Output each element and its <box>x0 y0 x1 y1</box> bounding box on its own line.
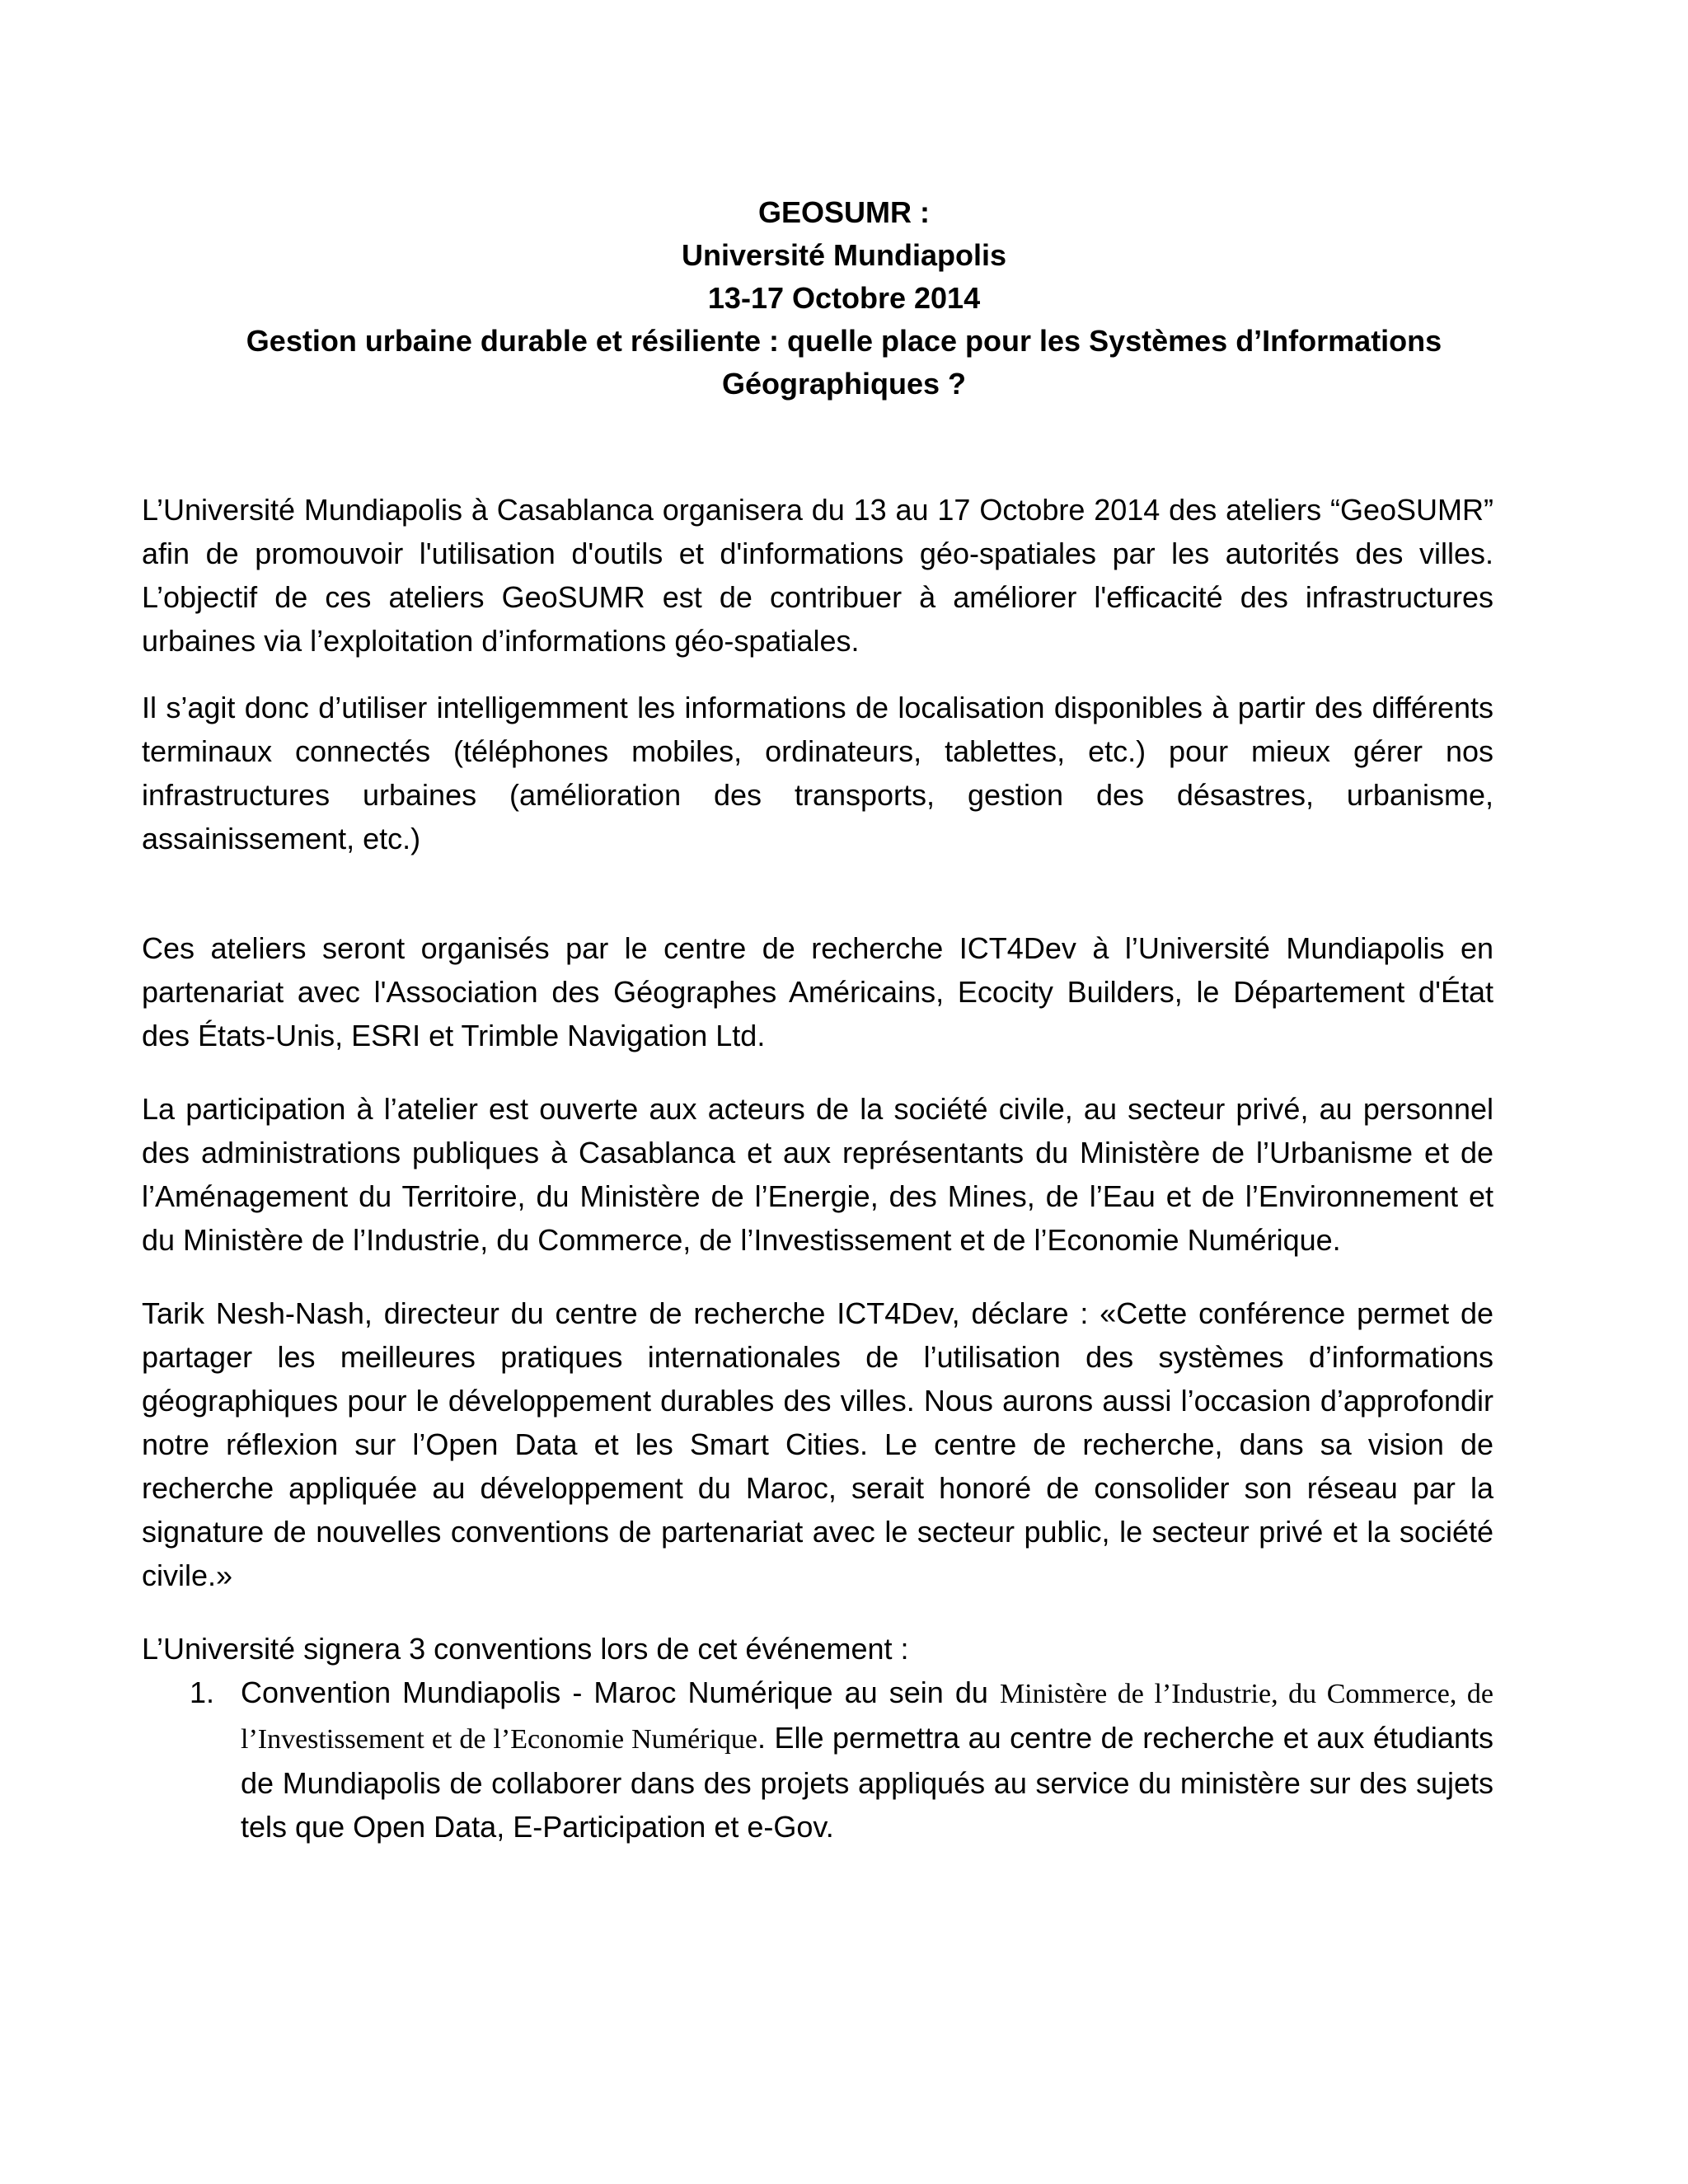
list-item-ministry: Ministère de l’Industrie, du Commerce, de l’Investissement et de l’Economie Numérique <box>241 1679 1494 1755</box>
list-item-number: 1. <box>190 1675 215 1709</box>
document-body <box>142 488 1493 1849</box>
document-header <box>124 191 1564 405</box>
paragraph-quote: Tarik Nesh-Nash, directeur du centre de recherche ICT4Dev, déclare : «Cette conférence permet de partager les meilleures pratiques internationales de l’utilisation des systèmes d’informations géographiques pour le développement durables des villes. Nous aurons aussi l’occasion d’approfondir notre réflexion sur l’Open Data et les Smart Cities. Le centre de recherche, dans sa vision de recherche appliquée au développement du Maroc, serait honoré de consolider son réseau par la signature de nouvelles conventions de partenariat avec le secteur public, le secteur privé et la société civile.» <box>142 1296 1493 1592</box>
paragraph-objective: Il s’agit donc d’utiliser intelligemment les informations de localisation disponibles à partir des différents terminaux connectés (téléphones mobiles, ordinateurs, tablettes, etc.) pour mieux gérer nos infrastructures urbaines (amélioration des transports, gestion des désastres, urbanisme, assainissement, etc.) <box>142 691 1493 855</box>
conventions-list <box>142 1671 1493 1849</box>
paragraph-conventions-intro: L’Université signera 3 conventions lors de cet événement : <box>142 1632 909 1666</box>
header-event-name: GEOSUMR : <box>757 195 930 229</box>
header-university: Université Mundiapolis <box>681 238 1007 272</box>
paragraph-organizers: Ces ateliers seront organisés par le centre de recherche ICT4Dev à l’Université Mundiapolis en partenariat avec l'Association des Géographes Américains, Ecocity Builders, le Département d'État des États-Unis, ESRI et Trimble Navigation Ltd. <box>142 931 1493 1052</box>
paragraph-participation: La participation à l’atelier est ouverte aux acteurs de la société civile, au secteur privé, au personnel des administrations publiques à Casablanca et aux représentants du Ministère de l’Urbanisme et de l’Aménagement du Territoire, du Ministère de l’Energie, des Mines, de l’Eau et de l’Environnement et du Ministère de l’Industrie, du Commerce, de l’Investissement et de l’Economie Numérique. <box>142 1092 1493 1257</box>
list-item-text: Convention Mundiapolis - Maroc Numérique au sein du <box>241 1675 1000 1709</box>
header-title-line-1: Gestion urbaine durable et résiliente : quelle place pour les Systèmes d’Informations <box>246 324 1442 358</box>
paragraph-intro: L’Université Mundiapolis à Casablanca organisera du 13 au 17 Octobre 2014 des ateliers “GeoSUMR” afin de promouvoir l'utilisation d'outils et d'informations géo-spatiales par les autorités des villes. L’objectif de ces ateliers GeoSUMR est de contribuer à améliorer l'efficacité des infrastructures urbaines via l’exploitation d’informations géo-spatiales. <box>142 493 1493 658</box>
header-dates: 13-17 Octobre 2014 <box>707 281 981 315</box>
list-item-text-continued: . Elle permettra au centre de recherche et aux étudiants de Mundiapolis de collaborer dans des projets appliqués au service du ministère sur des sujets tels que Open Data, E-Participation et e-Gov. <box>241 1721 1493 1844</box>
list-item <box>142 1671 1493 1849</box>
header-title-line-2: Géographiques ? <box>721 367 967 401</box>
